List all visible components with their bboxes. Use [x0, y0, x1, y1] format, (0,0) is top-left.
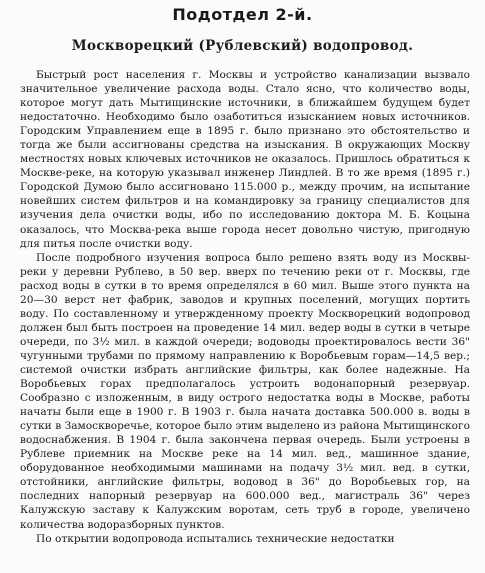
subsection-heading: Подотдел 2-й.: [172, 5, 313, 24]
paragraph-continuation: По открытии водопровода испытались технические недостатки: [36, 532, 395, 545]
paragraph-intro: Быстрый рост населения г. Москвы и устройство канализации вызвало значительное увеличение расхода воды. Стало ясно, что количество воды, которое могут дать Мытищинские источники, в ближайшем будущем будет недостаточно. Необходимо было озаботиться изысканием новых источников. Городским Управлением еще в 1895 г. было признано это обстоятельство и тогда же были ассигнованы средства на изыскания. В окружающих Москву местностях новых ключевых источников не оказалось. Пришлось обратиться к Москве-реке, на которую указывал инженер Линдлей. В то же время (1895 г.) Городской Думою было ассигновано 115.000 р., между прочим, на испытание новейших систем фильтров и на командировку за границу специалистов для изучения дела очистки воды, ибо по исследованию доктора М. Б. Коцына оказалось, что Москва-река выше города несет довольно чистую, пригодную для питья после очистки воду.: [20, 69, 470, 250]
document-body: [20, 68, 470, 546]
document-title: Москворецкий (Рублевский) водопровод.: [71, 38, 414, 54]
paragraph-project: После подробного изучения вопроса было решено взять воду из Москвы-реки у деревни Рублево, в 50 вер. вверх по течению реки от г. Москвы, где расход воды в сутки в то время определялся в 60 мил. Выше этого пункта на 20—30 верст нет фабрик, заводов и крупных поселений, могущих портить воду. По составленному и утвержденному проекту Москворецкий водопровод должен был быть построен на проведение 14 мил. ведер воды в сутки в четыре очереди, по 3½ мил. в каждой очереди; водоводы проектировалось вести 36" чугунными трубами по прямому направлению к Воробьевым горам—14,5 вер.; системой очистки избрать английские фильтры, как более надежные. На Воробьевых горах предполагалось устроить водонапорный резервуар. Сообразно с изложенным, в виду острого недостатка воды в Москве, работы начаты были еще в 1900 г. В 1903 г. была начата доставка 500.000 в. воды в сутки в Замоскворечье, которое было этим выделено из района Мытищинского водоснабжения. В 1904 г. была закончена первая очередь. Были устроены в Рублеве приемник на Москве реке на 14 мил. вед., машинное здание, оборудованное необходимыми машинами на подачу 3½ мил. вед. в сутки, отстойники, английские фильтры, водовод в 36" до Воробьевых гор, на последних напорный резервуар на 600.000 вед., магистраль 36" через Калужскую заставу к Калужским воротам, сеть труб в городе, увеличено количества водоразборных пунктов.: [20, 251, 470, 531]
